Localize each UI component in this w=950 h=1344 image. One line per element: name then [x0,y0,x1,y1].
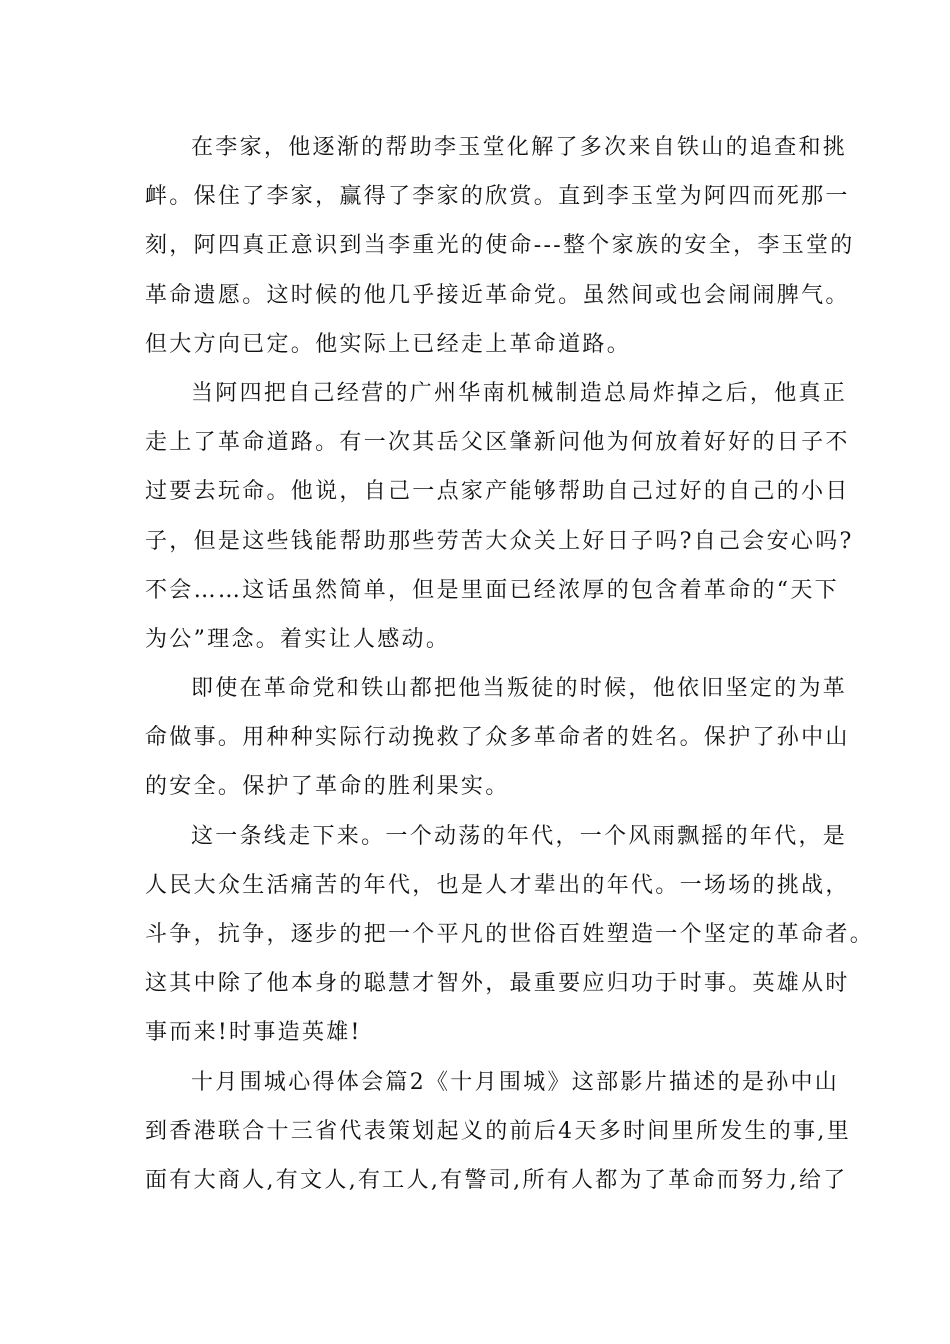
text-line: 但大方向已定。他实际上已经走上革命道路。 [145,331,632,357]
paragraph-4 [145,812,875,1058]
text-line: 过要去玩命。他说，自己一点家产能够帮助自己过好的自己的小日 [145,479,850,505]
text-line: 事而来!时事造英雄! [145,1020,362,1046]
text-line: 这其中除了他本身的聪慧才智外，最重要应归功于时事。英雄从时 [145,971,850,997]
text-line: 子，但是这些钱能帮助那些劳苦大众关上好日子吗?自己会安心吗? [145,528,854,554]
text-line: 即使在革命党和铁山都把他当叛徒的时候，他依旧坚定的为革 [191,676,848,702]
text-line: 走上了革命道路。有一次其岳父区肇新问他为何放着好好的日子不 [145,430,850,456]
paragraph-2 [145,369,854,664]
text-line: 命做事。用种种实际行动挽救了众多革命者的姓名。保护了孙中山 [145,725,850,751]
paragraph-1 [145,123,855,369]
text-line: 到香港联合十三省代表策划起义的前后4天多时间里所发生的事,里 [145,1118,851,1144]
text-line: 斗争，抗争，逐步的把一个平凡的世俗百姓塑造一个坚定的革命者。 [145,922,875,947]
text-line: 人民大众生活痛苦的年代，也是人才辈出的年代。一场场的挑战， [145,872,850,898]
text-line: 面有大商人,有文人,有工人,有警司,所有人都为了革命而努力,给了 [145,1167,848,1193]
paragraph-3 [145,664,850,812]
text-line: 当阿四把自己经营的广州华南机械制造总局炸掉之后，他真正 [191,380,848,406]
text-line: 在李家，他逐渐的帮助李玉堂化解了多次来自铁山的追查和挑 [191,135,848,160]
text-line: 这一条线走下来。一个动荡的年代，一个风雨飘摇的年代，是 [191,823,848,849]
text-line: 刻，阿四真正意识到当李重光的使命---整个家族的安全，李玉堂的 [145,233,855,259]
paragraph-5 [145,1058,851,1206]
text-line: 不会……这话虽然简单，但是里面已经浓厚的包含着革命的“天下 [145,577,839,603]
text-line: 衅。保住了李家，赢得了李家的欣赏。直到李玉堂为阿四而死那一 [145,184,850,210]
text-line: 十月围城心得体会篇2《十月围城》这部影片描述的是孙中山 [191,1069,840,1095]
text-line: 的安全。保护了革命的胜利果实。 [145,774,510,800]
text-line: 为公”理念。着实让人感动。 [145,626,451,652]
text-line: 革命遗愿。这时候的他几乎接近革命党。虽然间或也会闹闹脾气。 [145,282,850,308]
document-body [145,123,875,1205]
